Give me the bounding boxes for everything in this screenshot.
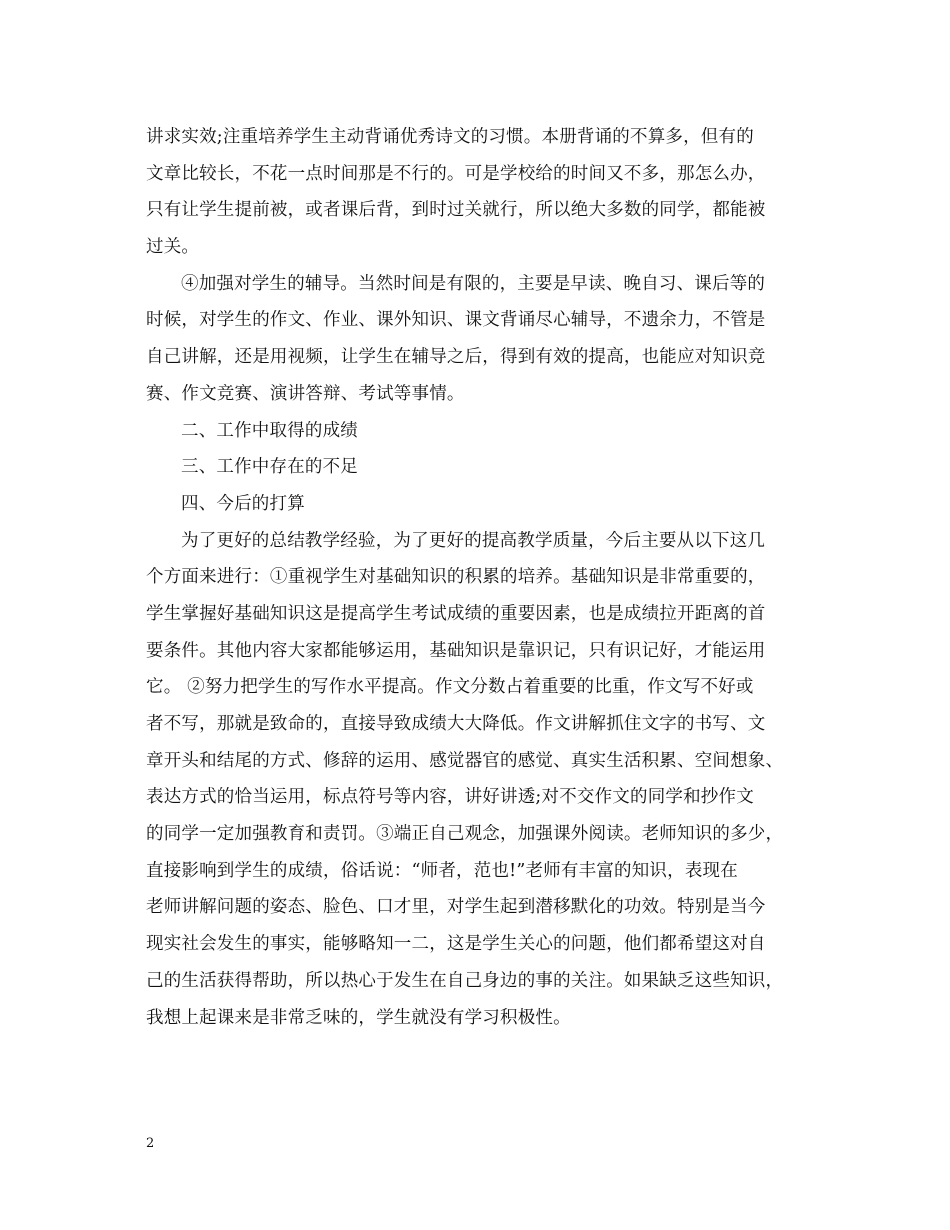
text-line: 学生掌握好基础知识这是提高学生考试成绩的重要因素，也是成绩拉开距离的首: [146, 603, 766, 624]
page-number: 2: [146, 1136, 155, 1151]
text-line: 现实社会发生的事实，能够略知一二，这是学生关心的问题，他们都希望这对自: [146, 934, 766, 955]
text-line: 直接影响到学生的成绩，俗话说：“师者，范也!”老师有丰富的知识，表现在: [146, 860, 738, 881]
text-line: 我想上起课来是非常乏味的，学生就没有学习积极性。: [146, 1007, 571, 1028]
text-line: 者不写，那就是致命的，直接导致成绩大大降低。作文讲解抓住文字的书写、文: [146, 714, 766, 734]
text-line: 二、工作中取得的成绩: [181, 420, 358, 441]
text-line: 只有让学生提前被，或者课后背，到时过关就行，所以绝大多数的同学，都能被: [146, 200, 766, 221]
text-line: 过关。: [146, 237, 200, 258]
text-line: 老师讲解问题的姿态、脸色、口才里，对学生起到潜移默化的功效。特别是当今: [146, 897, 766, 918]
body-text: [146, 119, 806, 1036]
text-line: 为了更好的总结教学经验，为了更好的提高教学质量，今后主要从以下这几: [181, 530, 766, 551]
text-line: ④加强对学生的辅导。当然时间是有限的，主要是早读、晚自习、课后等的: [181, 273, 766, 294]
text-line: 自己讲解，还是用视频，让学生在辅导之后，得到有效的提高，也能应对知识竞: [146, 347, 766, 368]
text-line: 它。 ②努力把学生的写作水平提高。作文分数占着重要的比重，作文写不好或: [146, 677, 754, 698]
text-line: 四、今后的打算: [181, 493, 305, 514]
text-line: 时候，对学生的作文、作业、课外知识、课文背诵尽心辅导，不遗余力，不管是: [146, 310, 766, 331]
text-line: 讲求实效;注重培养学生主动背诵优秀诗文的习惯。本册背诵的不算多，但有的: [146, 127, 754, 147]
text-line: 三、工作中存在的不足: [181, 457, 358, 478]
text-line: 要条件。其他内容大家都能够运用，基础知识是靠识记，只有识记好，才能运用: [146, 640, 766, 661]
text-line: 章开头和结尾的方式、修辞的运用、感觉器官的感觉、真实生活积累、空间想象、: [146, 750, 784, 771]
text-line: 赛、作文竞赛、演讲答辩、考试等事情。: [146, 383, 465, 404]
text-line: 的同学一定加强教育和责罚。③端正自己观念，加强课外阅读。老师知识的多少，: [146, 824, 784, 845]
text-line: 表达方式的恰当运用，标点符号等内容，讲好讲透;对不交作文的同学和抄作文: [146, 787, 754, 808]
text-line: 个方面来进行：①重视学生对基础知识的积累的培养。基础知识是非常重要的，: [146, 567, 766, 588]
text-line: 己的生活获得帮助，所以热心于发生在自己身边的事的关注。如果缺乏这些知识，: [146, 970, 784, 991]
text-line: 文章比较长，不花一点时间那是不行的。可是学校给的时间又不多，那怎么办，: [146, 163, 766, 184]
